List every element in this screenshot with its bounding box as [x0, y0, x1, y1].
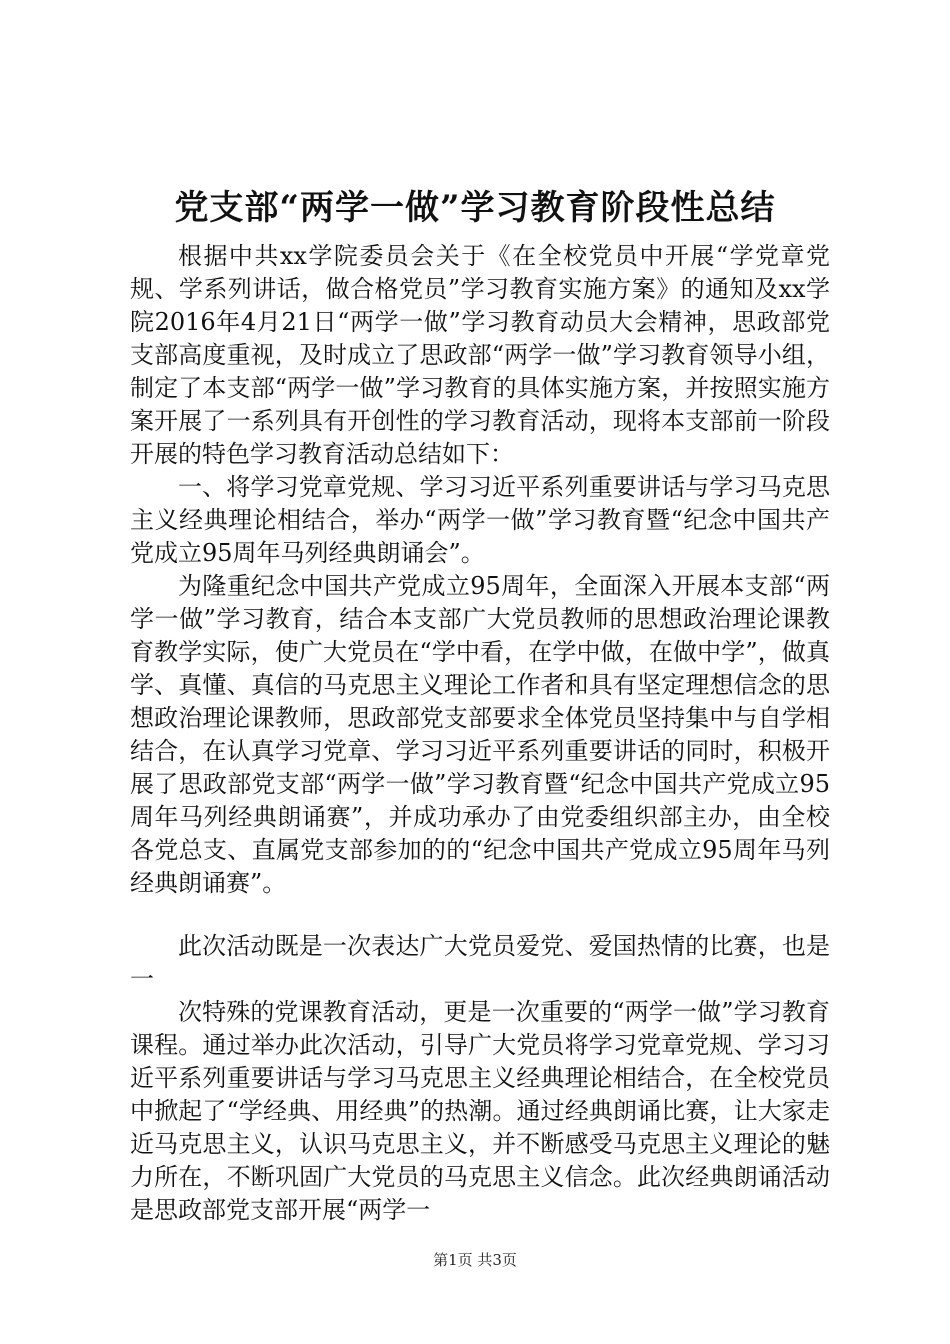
paragraph-activity-summary-start: 此次活动既是一次表达广大党员爱党、爱国热情的比赛，也是一 [130, 932, 830, 993]
paragraph-intro: 根据中共xx学院委员会关于《在全校党员中开展“学党章党规、学系列讲话，做合格党员”学习教育实施方案》的通知及xx学院2016年4月21日“两学一做”学习教育动员大会精神，思政部党支部高度重视，及时成立了思政部“两学一做”学习教育领导小组，制定了本支部“两学一做”学习教育的具体实施方案，并按照实施方案开展了一系列具有开创性的学习教育活动，现将本支部前一阶段开展的特色学习教育活动总结如下： [130, 242, 830, 468]
paragraph-activity-summary-continued: 次特殊的党课教育活动，更是一次重要的“两学一做”学习教育课程。通过举办此次活动，引导广大党员将学习党章党规、学习习近平系列重要讲话与学习马克思主义经典理论相结合，在全校党员中掀起了“学经典、用经典”的热潮。通过经典朗诵比赛，让大家走近马克思主义，认识马克思主义，并不断感受马克思主义理论的魅力所在，不断巩固广大党员的马克思主义信念。此次经典朗诵活动是思政部党支部开展“两学一 [130, 998, 830, 1224]
paragraph-gap [130, 900, 830, 930]
paragraph-section-one-heading: 一、将学习党章党规、学习习近平系列重要讲话与学习马克思主义经典理论相结合，举办“两学一做”学习教育暨“纪念中国共产党成立95周年马列经典朗诵会”。 [130, 473, 830, 567]
page-footer: 第1页 共3页 [433, 1251, 517, 1269]
document-body [130, 240, 830, 1227]
document-title: 党支部“两学一做”学习教育阶段性总结 [174, 188, 776, 228]
paragraph-section-one-body: 为隆重纪念中国共产党成立95周年，全面深入开展本支部“两学一做”学习教育，结合本支部广大党员教师的思想政治理论课教育教学实际，使广大党员在“学中看，在学中做，在做中学”，做真学、真懂、真信的马克思主义理论工作者和具有坚定理想信念的思想政治理论课教师，思政部党支部要求全体党员坚持集中与自学相结合，在认真学习党章、学习习近平系列重要讲话的同时，积极开展了思政部党支部“两学一做”学习教育暨“纪念中国共产党成立95周年马列经典朗诵赛”，并成功承办了由党委组织部主办，由全校各党总支、直属党支部参加的的“纪念中国共产党成立95周年马列经典朗诵赛”。 [130, 572, 830, 897]
